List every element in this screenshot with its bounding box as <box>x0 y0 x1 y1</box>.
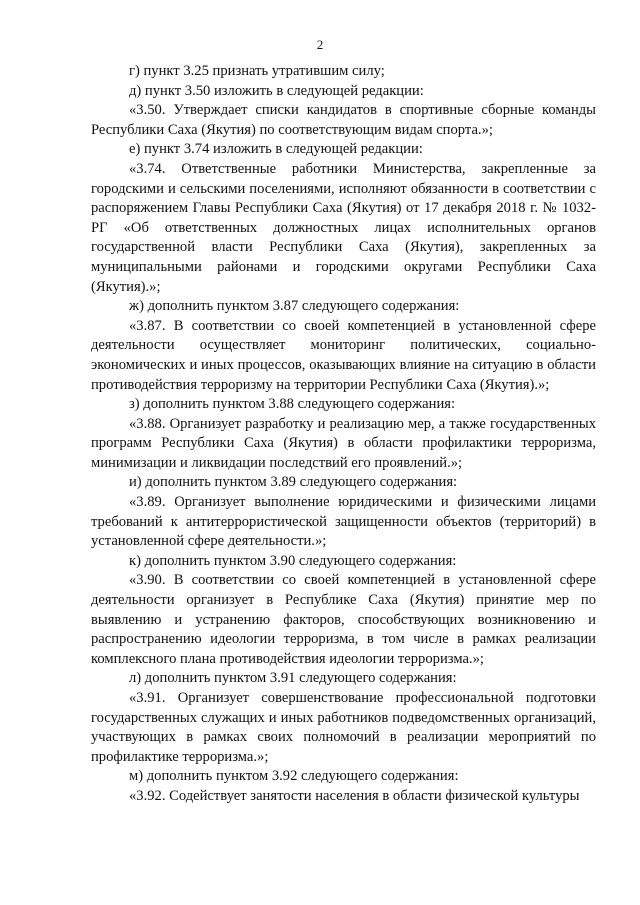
paragraph-item-z: з) дополнить пунктом 3.88 следующего содержания: <box>129 396 456 413</box>
paragraph-item-e: е) пункт 3.74 изложить в следующей редакции: <box>129 141 423 158</box>
paragraph-item-d: д) пункт 3.50 изложить в следующей редакции: <box>129 82 424 99</box>
quoted-clause-3-92: «3.92. Содействует занятости населения в области физической культуры <box>129 787 580 804</box>
quoted-clause-3-74: «3.74. Ответственные работники Министерства, закрепленные за городскими и сельскими поселениями, исполняют обязанности в соответствии с распоряжением Главы Республики Саха (Якутия) от 17 декабря 2018 г. № 1032-РГ «Об ответственных должностных лицах исполнительных органов государственной власти Республики Саха (Якутия), закрепленных за муниципальными районами и городскими округами Республики Саха (Якутия).»; <box>91 160 596 295</box>
paragraph-item-g: г) пункт 3.25 признать утратившим силу; <box>129 63 385 79</box>
quoted-clause-3-91: «3.91. Организует совершенствование профессиональной подготовки государственных служащих и иных работников подведомственных организаций, участвующих в рамках своих полномочий в реализации мероприятий по профилактике терроризма.»; <box>91 690 596 765</box>
page-number: 2 <box>316 37 324 52</box>
paragraph-item-i: и) дополнить пунктом 3.89 следующего содержания: <box>129 474 458 491</box>
quoted-clause-3-89: «3.89. Организует выполнение юридическими и физическими лицами требований к антитеррористической защищенности объектов (территорий) в установленной сфере деятельности.»; <box>91 494 596 550</box>
paragraph-item-m: м) дополнить пунктом 3.92 следующего содержания: <box>129 768 459 785</box>
paragraph-item-l: л) дополнить пунктом 3.91 следующего содержания: <box>129 670 457 687</box>
paragraph-item-zh: ж) дополнить пунктом 3.87 следующего содержания: <box>129 298 460 315</box>
quoted-clause-3-90: «3.90. В соответствии со своей компетенцией в установленной сфере деятельности организует в Республике Саха (Якутия) принятие мер по выявлению и устранению факторов, способствующих возникновению и распространению идеологии терроризма, в том числе в рамках реализации комплексного плана противодействия идеологии терроризма.»; <box>91 572 596 667</box>
quoted-clause-3-88: «3.88. Организует разработку и реализацию мер, а также государственных программ Республики Саха (Якутия) в области профилактики терроризма, минимизации и ликвидации последствий его проявлений.»; <box>91 415 596 471</box>
paragraph-item-k: к) дополнить пунктом 3.90 следующего содержания: <box>129 552 457 569</box>
quoted-clause-3-50: «3.50. Утверждает списки кандидатов в спортивные сборные команды Республики Саха (Якутия) по соответствующим видам спорта.»; <box>91 102 596 138</box>
quoted-clause-3-87: «3.87. В соответствии со своей компетенцией в установленной сфере деятельности осуществляет мониторинг политических, социально-экономических и иных процессов, оказывающих влияние на ситуацию в области противодействия терроризму на территории Республики Саха (Якутия).»; <box>91 317 596 393</box>
document-body <box>91 62 596 807</box>
